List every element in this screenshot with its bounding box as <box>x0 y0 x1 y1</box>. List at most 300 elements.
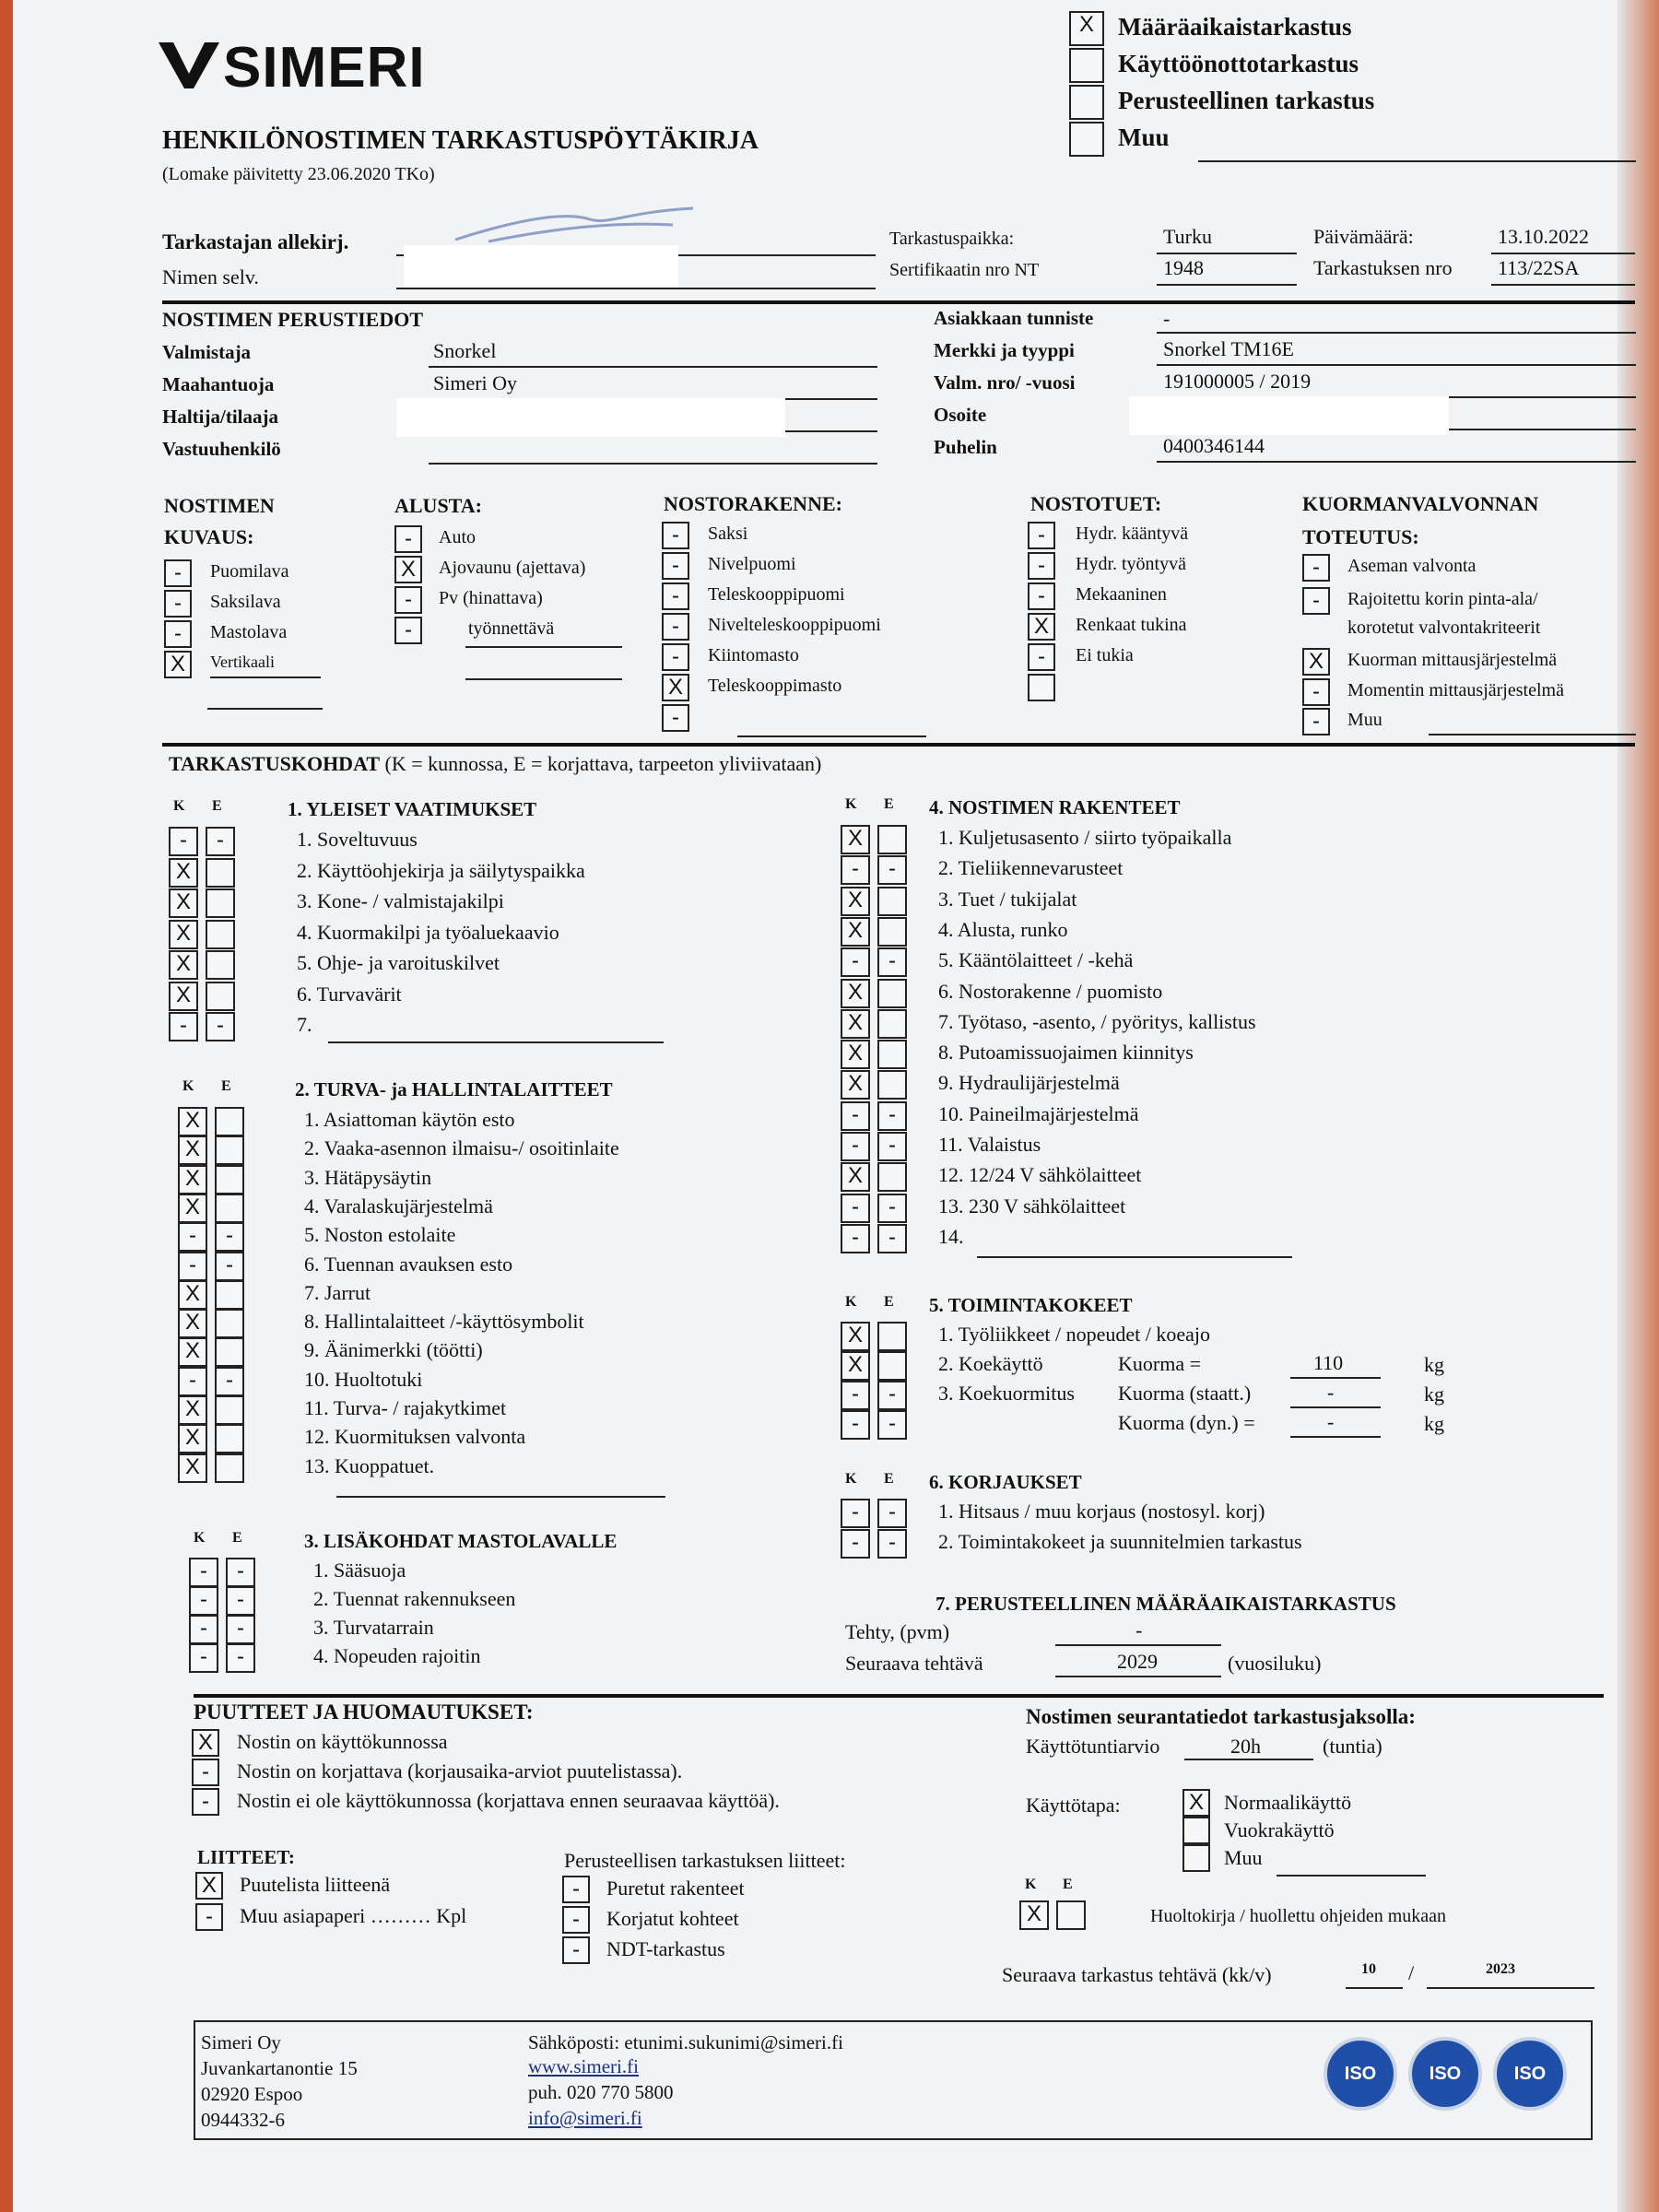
s5-k-checkbox[interactable]: - <box>841 1381 870 1410</box>
s2-k-checkbox[interactable]: X <box>178 1107 207 1136</box>
footer-company: Simeri Oy <box>201 2031 281 2053</box>
desc-label: Mastolava <box>210 622 288 642</box>
inspection-type-checkbox[interactable] <box>1069 85 1104 120</box>
s2-item13-line <box>336 1496 665 1498</box>
service-label: Huoltokirja / huollettu ohjeiden mukaan <box>1150 1906 1447 1926</box>
desc-checkbox[interactable]: - <box>164 620 192 648</box>
iso-cert-badge: ISO <box>1324 2037 1397 2111</box>
s3-item-label: 1. Sääsuoja <box>313 1559 406 1582</box>
manufacturer-label: Valmistaja <box>162 341 252 363</box>
signature-label: Tarkastajan allekirj. <box>162 230 349 253</box>
hours-line <box>1184 1759 1313 1760</box>
chassis-heading: ALUSTA: <box>394 494 482 517</box>
chassis-label: työnnettävä <box>468 618 555 639</box>
redacted-address <box>1129 396 1449 435</box>
s4-item-label: 4. Alusta, runko <box>938 917 1068 941</box>
s1-e-checkbox[interactable] <box>206 950 235 980</box>
desc-checkbox[interactable]: X <box>164 651 192 678</box>
chassis-checkbox[interactable]: X <box>394 556 422 583</box>
s2-k-checkbox[interactable]: - <box>178 1252 207 1281</box>
s4-item-label: 13. 230 V sähkölaitteet <box>938 1194 1126 1218</box>
s5-load-label: Kuorma (staatt.) <box>1118 1382 1252 1405</box>
mode-label-item: Vuokrakäyttö <box>1224 1818 1335 1841</box>
s2-e-checkbox[interactable] <box>215 1280 244 1310</box>
iso-cert-badge: ISO <box>1408 2037 1482 2111</box>
next-insp-month: 10 <box>1361 1961 1376 1977</box>
name-line <box>396 288 876 289</box>
s4-item-label: 10. Paineilmajärjestelmä <box>938 1101 1139 1125</box>
load-label-2: korotetut valvontakriteerit <box>1347 618 1541 638</box>
s3-item-label: 2. Tuennat rakennukseen <box>313 1587 516 1610</box>
s2-col-k: K <box>182 1078 194 1094</box>
s4-item14-line <box>977 1256 1292 1258</box>
s5-col-k: K <box>845 1294 857 1310</box>
s4-col-e: E <box>884 796 894 812</box>
s7-next-value: 2029 <box>1117 1650 1158 1673</box>
s3-k-checkbox[interactable]: - <box>189 1615 218 1644</box>
defects-checkbox[interactable]: - <box>192 1788 219 1816</box>
footer-phone: puh. 020 770 5800 <box>528 2081 674 2103</box>
s6-item-label: 2. Toimintakokeet ja suunnitelmien tarkastus <box>938 1530 1302 1553</box>
inspection-type-checkbox[interactable]: X <box>1069 11 1104 46</box>
s2-item-label: 2. Vaaka-asennon ilmaisu-/ osoitinlaite <box>304 1136 619 1160</box>
s3-item-label: 3. Turvatarrain <box>313 1616 434 1639</box>
next-insp-sep: / <box>1408 1961 1415 1984</box>
s5-k-checkbox[interactable]: - <box>841 1410 870 1440</box>
s1-k-checkbox[interactable]: X <box>169 920 198 949</box>
s2-k-checkbox[interactable]: - <box>178 1222 207 1252</box>
load-label: Muu <box>1347 710 1382 730</box>
hours-unit: (tuntia) <box>1323 1735 1382 1758</box>
mode-label-item: Muu <box>1224 1846 1263 1869</box>
structure-label: Saksi <box>708 524 748 544</box>
supports-label: Ei tukia <box>1076 645 1134 665</box>
thorough-checkbox[interactable]: - <box>562 1936 590 1964</box>
s4-k-checkbox[interactable]: X <box>841 1162 870 1192</box>
s7-next-line <box>1055 1676 1221 1677</box>
s5-col-e: E <box>884 1294 894 1310</box>
structure-checkbox[interactable]: - <box>662 613 689 641</box>
s4-k-checkbox[interactable]: X <box>841 825 870 854</box>
divider-defects <box>194 1694 1604 1698</box>
model-line <box>1157 364 1636 366</box>
s4-e-checkbox[interactable] <box>877 979 907 1008</box>
s4-e-checkbox[interactable] <box>877 1040 907 1069</box>
s2-e-checkbox[interactable] <box>215 1337 244 1367</box>
defects-label: Nostin ei ole käyttökunnossa (korjattava ennen seuraavaa käyttöä). <box>237 1789 780 1812</box>
s3-e-checkbox[interactable]: - <box>226 1615 255 1644</box>
s2-k-checkbox[interactable]: - <box>178 1367 207 1396</box>
s1-e-checkbox[interactable] <box>206 920 235 949</box>
chassis-other-line <box>465 678 622 680</box>
mode-other-line <box>1277 1875 1426 1877</box>
s4-item-label: 6. Nostorakenne / puomisto <box>938 979 1163 1003</box>
s2-e-checkbox[interactable] <box>215 1309 244 1338</box>
s1-item7-line <box>328 1041 664 1043</box>
s4-e-checkbox[interactable]: - <box>877 855 907 885</box>
s4-k-checkbox[interactable]: - <box>841 1224 870 1253</box>
load-checkbox[interactable]: - <box>1302 554 1330 582</box>
supports-checkbox[interactable]: - <box>1028 552 1055 580</box>
s1-e-checkbox[interactable]: - <box>206 1012 235 1041</box>
s7-next-label: Seuraava tehtävä <box>845 1652 983 1675</box>
inspection-type-label: Käyttöönottotarkastus <box>1118 50 1359 77</box>
s4-e-checkbox[interactable]: - <box>877 1194 907 1223</box>
s3-k-checkbox[interactable]: - <box>189 1586 218 1616</box>
structure-checkbox[interactable]: - <box>662 643 689 671</box>
supports-checkbox[interactable]: X <box>1028 613 1055 641</box>
s4-e-checkbox[interactable] <box>877 1162 907 1192</box>
s4-k-checkbox[interactable]: - <box>841 1101 870 1131</box>
thorough-heading: Perusteellisen tarkastuksen liitteet: <box>564 1849 846 1872</box>
supports-checkbox[interactable]: - <box>1028 643 1055 671</box>
insp-no-line <box>1491 284 1635 286</box>
s4-item-label: 11. Valaistus <box>938 1133 1041 1156</box>
s2-e-checkbox[interactable]: - <box>215 1367 244 1396</box>
s3-col-e: E <box>232 1530 242 1546</box>
s2-k-checkbox[interactable]: X <box>178 1337 207 1367</box>
supports-checkbox[interactable]: - <box>1028 522 1055 549</box>
load-label: Momentin mittausjärjestelmä <box>1347 680 1564 700</box>
s5-k-checkbox[interactable]: X <box>841 1322 870 1351</box>
chassis-checkbox[interactable]: - <box>394 617 422 644</box>
s2-k-checkbox[interactable]: X <box>178 1395 207 1425</box>
owner-label: Haltija/tilaaja <box>162 406 278 428</box>
attachments-heading: LIITTEET: <box>197 1846 295 1868</box>
s5-load-line <box>1290 1436 1381 1438</box>
load-heading-1: KUORMANVALVONNAN <box>1302 492 1539 515</box>
s2-item-label: 4. Varalaskujärjestelmä <box>304 1194 493 1218</box>
s5-heading: 5. TOIMINTAKOKEET <box>929 1294 1133 1316</box>
footer-zip: 02920 Espoo <box>201 2083 303 2105</box>
s4-item-label: 2. Tieliikennevarusteet <box>938 856 1124 880</box>
form-title: HENKILÖNOSTIMEN TARKASTUSPÖYTÄKIRJA <box>162 126 759 155</box>
footer-id: 0944332-6 <box>201 2109 285 2131</box>
defects-label: Nostin on käyttökunnossa <box>237 1730 448 1753</box>
structure-label: Nivelpuomi <box>708 554 796 574</box>
cert-value: 1948 <box>1163 256 1204 279</box>
s4-e-checkbox[interactable] <box>877 825 907 854</box>
logo-text: SIMERI <box>223 36 426 100</box>
footer-street: Juvankartanontie 15 <box>201 2057 358 2079</box>
serial-value: 191000005 / 2019 <box>1163 370 1312 393</box>
phone-value: 0400346144 <box>1163 434 1265 457</box>
insp-no-label: Tarkastuksen nro <box>1313 256 1453 279</box>
s2-col-e: E <box>221 1078 231 1094</box>
s2-item-label: 7. Jarrut <box>304 1280 371 1304</box>
s1-e-checkbox[interactable] <box>206 982 235 1011</box>
insp-no-value: 113/22SA <box>1498 256 1580 279</box>
s4-k-checkbox[interactable]: X <box>841 917 870 947</box>
s5-e-checkbox[interactable]: - <box>877 1381 907 1410</box>
model-value: Snorkel TM16E <box>1163 337 1294 360</box>
responsible-line <box>429 463 877 465</box>
mode-checkbox[interactable] <box>1182 1817 1210 1844</box>
load-checkbox[interactable]: - <box>1302 587 1330 615</box>
inspection-type-checkbox[interactable] <box>1069 48 1104 83</box>
place-value: Turku <box>1163 225 1212 248</box>
load-heading-2: TOTEUTUS: <box>1302 525 1419 548</box>
supports-checkbox[interactable]: - <box>1028 582 1055 610</box>
importer-label: Maahantuoja <box>162 373 275 395</box>
s1-item-label: 1. Soveltuvuus <box>297 828 418 851</box>
service-k-checkbox[interactable]: X <box>1019 1900 1049 1930</box>
s4-k-checkbox[interactable]: X <box>841 979 870 1008</box>
responsible-label: Vastuuhenkilö <box>162 438 281 460</box>
s5-load-value: - <box>1327 1410 1335 1433</box>
divider-points <box>162 743 1635 747</box>
chassis-tyonnettava-line <box>465 646 622 648</box>
s3-k-checkbox[interactable]: - <box>189 1643 218 1673</box>
desc-checkbox[interactable]: - <box>164 559 192 587</box>
supports-label: Hydr. työntyvä <box>1076 554 1186 574</box>
s4-k-checkbox[interactable]: - <box>841 947 870 977</box>
s1-e-checkbox[interactable] <box>206 858 235 888</box>
s1-k-checkbox[interactable]: X <box>169 888 198 918</box>
s5-load-value: 110 <box>1313 1351 1344 1374</box>
structure-checkbox[interactable]: - <box>662 552 689 580</box>
desc-label: Vertikaali <box>210 653 275 671</box>
defects-checkbox[interactable]: X <box>192 1729 219 1757</box>
mode-checkbox[interactable]: X <box>1182 1789 1210 1817</box>
s1-item-label: 4. Kuormakilpi ja työaluekaavio <box>297 920 559 944</box>
footer-email: Sähköposti: etunimi.sukunimi@simeri.fi <box>528 2031 843 2053</box>
s4-e-checkbox[interactable]: - <box>877 1132 907 1161</box>
s1-col-e: E <box>212 798 222 814</box>
s4-e-checkbox[interactable] <box>877 1070 907 1100</box>
defects-heading: PUUTTEET JA HUOMAUTUKSET: <box>194 1700 534 1724</box>
chassis-checkbox[interactable]: - <box>394 586 422 614</box>
s4-e-checkbox[interactable] <box>877 887 907 916</box>
s3-e-checkbox[interactable]: - <box>226 1643 255 1673</box>
s2-item-label: 1. Asiattoman käytön esto <box>304 1108 515 1131</box>
s2-k-checkbox[interactable]: X <box>178 1280 207 1310</box>
s4-k-checkbox[interactable]: - <box>841 855 870 885</box>
footer-info-link[interactable]: info@simeri.fi <box>528 2107 642 2129</box>
place-line <box>1157 253 1297 254</box>
structure-checkbox[interactable]: - <box>662 582 689 610</box>
supports-label: Mekaaninen <box>1076 584 1167 605</box>
s2-e-checkbox[interactable]: - <box>215 1252 244 1281</box>
simeri-v-icon <box>159 41 219 90</box>
s3-col-k: K <box>194 1530 206 1546</box>
s2-item-label: 9. Äänimerkki (töötti) <box>304 1338 483 1362</box>
s4-e-checkbox[interactable]: - <box>877 1101 907 1131</box>
s3-e-checkbox[interactable]: - <box>226 1586 255 1616</box>
s1-item-label: 2. Käyttöohjekirja ja säilytyspaikka <box>297 858 585 882</box>
mode-checkbox[interactable] <box>1182 1844 1210 1872</box>
s5-e-checkbox[interactable]: - <box>877 1410 907 1440</box>
footer-web-link[interactable]: www.simeri.fi <box>528 2055 639 2077</box>
phone-label: Puhelin <box>934 436 997 458</box>
s1-item-label: 3. Kone- / valmistajakilpi <box>297 889 504 912</box>
s1-k-checkbox[interactable]: X <box>169 858 198 888</box>
s7-next-unit: (vuosiluku) <box>1228 1652 1322 1675</box>
attachments-checkbox[interactable]: - <box>195 1903 223 1931</box>
s1-e-checkbox[interactable]: - <box>206 827 235 856</box>
s6-k-checkbox[interactable]: - <box>841 1529 870 1559</box>
s2-e-checkbox[interactable]: - <box>215 1222 244 1252</box>
s2-k-checkbox[interactable]: X <box>178 1453 207 1483</box>
desc-vertikaali-line <box>210 677 321 678</box>
desc-label: Puomilava <box>210 561 289 582</box>
s1-k-checkbox[interactable]: - <box>169 827 198 856</box>
s1-k-checkbox[interactable]: X <box>169 950 198 980</box>
s4-item-label: 7. Työtaso, -asento, / pyöritys, kallistus <box>938 1009 1256 1033</box>
s2-k-checkbox[interactable]: X <box>178 1135 207 1165</box>
s2-e-checkbox[interactable] <box>215 1165 244 1194</box>
customer_id-line <box>1157 332 1636 334</box>
serial-label: Valm. nro/ -vuosi <box>934 371 1076 394</box>
service-e-checkbox[interactable] <box>1056 1900 1086 1930</box>
s4-k-checkbox[interactable]: X <box>841 1070 870 1100</box>
structure-label: Teleskooppipuomi <box>708 584 845 605</box>
s2-k-checkbox[interactable]: X <box>178 1165 207 1194</box>
manufacturer-value: Snorkel <box>433 339 497 362</box>
model-label: Merkki ja tyyppi <box>934 339 1075 361</box>
s5-item-label: 2. Koekäyttö <box>938 1352 1043 1375</box>
s1-col-k: K <box>173 798 185 814</box>
chassis-label: Ajovaunu (ajettava) <box>439 558 586 578</box>
load-label: Kuorman mittausjärjestelmä <box>1347 650 1558 670</box>
thorough-checkbox[interactable]: - <box>562 1906 590 1934</box>
s1-e-checkbox[interactable] <box>206 888 235 918</box>
chassis-label: Auto <box>439 527 476 547</box>
s4-item-label: 14. <box>938 1224 964 1248</box>
s6-e-checkbox[interactable]: - <box>877 1499 907 1528</box>
hours-label: Käyttötuntiarvio <box>1026 1735 1160 1758</box>
structure-checkbox[interactable]: - <box>662 522 689 549</box>
s1-k-checkbox[interactable]: - <box>169 1012 198 1041</box>
s4-item-label: 3. Tuet / tukijalat <box>938 887 1077 911</box>
s5-load-line <box>1290 1377 1381 1379</box>
s6-item-label: 1. Hitsaus / muu korjaus (nostosyl. korj) <box>938 1500 1265 1523</box>
points-heading-bold: TARKASTUSKOHDAT <box>169 752 381 775</box>
name-label: Nimen selv. <box>162 265 259 288</box>
s2-k-checkbox[interactable]: X <box>178 1309 207 1338</box>
supports-checkbox[interactable] <box>1028 674 1055 701</box>
s2-k-checkbox[interactable]: X <box>178 1194 207 1223</box>
inspection-type-checkbox[interactable] <box>1069 122 1104 157</box>
s2-item-label: 10. Huoltotuki <box>304 1367 423 1391</box>
s3-k-checkbox[interactable]: - <box>189 1558 218 1587</box>
s2-item-label: 5. Noston estolaite <box>304 1223 456 1247</box>
s2-e-checkbox[interactable] <box>215 1453 244 1483</box>
inspection-other-line <box>1198 160 1636 162</box>
s4-k-checkbox[interactable]: X <box>841 887 870 916</box>
desc-label: Saksilava <box>210 592 281 612</box>
s6-col-e: E <box>884 1471 894 1487</box>
s6-e-checkbox[interactable]: - <box>877 1529 907 1559</box>
s1-item-label: 6. Turvavärit <box>297 982 402 1006</box>
s5-unit: kg <box>1424 1412 1444 1435</box>
load-checkbox[interactable]: - <box>1302 708 1330 735</box>
s4-k-checkbox[interactable]: - <box>841 1132 870 1161</box>
s5-e-checkbox[interactable] <box>877 1322 907 1351</box>
s4-item-label: 1. Kuljetusasento / siirto työpaikalla <box>938 826 1232 849</box>
hours-value: 20h <box>1230 1735 1261 1758</box>
s4-e-checkbox[interactable] <box>877 917 907 947</box>
s2-k-checkbox[interactable]: X <box>178 1424 207 1453</box>
thorough-label: Puretut rakenteet <box>606 1877 745 1900</box>
divider-top <box>162 300 1635 304</box>
s4-k-checkbox[interactable]: X <box>841 1009 870 1039</box>
next-insp-label: Seuraava tarkastus tehtävä (kk/v) <box>1002 1963 1272 1986</box>
place-label: Tarkastuspaikka: <box>889 229 1015 249</box>
attachments-checkbox[interactable]: X <box>195 1872 223 1900</box>
s2-e-checkbox[interactable] <box>215 1135 244 1165</box>
s7-heading: 7. PERUSTEELLINEN MÄÄRÄAIKAISTARKASTUS <box>935 1593 1396 1615</box>
customer-id-value: - <box>1163 307 1171 330</box>
form-updated: (Lomake päivitetty 23.06.2020 TKo) <box>162 164 435 184</box>
s2-e-checkbox[interactable] <box>215 1424 244 1453</box>
desc-checkbox[interactable]: - <box>164 590 192 618</box>
load-checkbox[interactable]: - <box>1302 678 1330 706</box>
next-insp-year-line <box>1427 1987 1594 1989</box>
chassis-checkbox[interactable]: - <box>394 525 422 553</box>
load-other-line <box>1429 734 1636 735</box>
basic-heading: NOSTIMEN PERUSTIEDOT <box>162 308 424 331</box>
cert-line <box>1157 284 1297 286</box>
s2-e-checkbox[interactable] <box>215 1194 244 1223</box>
mode-label-item: Normaalikäyttö <box>1224 1791 1352 1814</box>
s4-e-checkbox[interactable] <box>877 1009 907 1039</box>
points-heading <box>169 752 821 776</box>
redacted-owner <box>396 398 785 437</box>
defects-label: Nostin on korjattava (korjausaika-arviot puutelistassa). <box>237 1759 683 1783</box>
s7-done-value: - <box>1135 1618 1143 1641</box>
s4-item-label: 8. Putoamissuojaimen kiinnitys <box>938 1041 1194 1065</box>
structure-label: Nivelteleskooppipuomi <box>708 615 881 635</box>
iso-cert-badge: ISO <box>1493 2037 1567 2111</box>
structure-checkbox[interactable]: X <box>662 674 689 701</box>
thorough-checkbox[interactable]: - <box>562 1876 590 1903</box>
s4-k-checkbox[interactable]: - <box>841 1194 870 1223</box>
s1-heading: 1. YLEISET VAATIMUKSET <box>288 798 537 820</box>
s2-e-checkbox[interactable] <box>215 1395 244 1425</box>
supports-label: Hydr. kääntyvä <box>1076 524 1189 544</box>
signature-icon <box>452 205 700 247</box>
chassis-label: Pv (hinattava) <box>439 588 543 608</box>
s4-e-checkbox[interactable]: - <box>877 1224 907 1253</box>
inspection-type-label: Määräaikaistarkastus <box>1118 13 1352 41</box>
s5-k-checkbox[interactable]: X <box>841 1351 870 1381</box>
s1-k-checkbox[interactable]: X <box>169 982 198 1011</box>
load-checkbox[interactable]: X <box>1302 648 1330 676</box>
desc-heading-2: KUVAUS: <box>164 525 254 548</box>
s2-e-checkbox[interactable] <box>215 1107 244 1136</box>
simeri-logo <box>159 35 426 100</box>
next-insp-year: 2023 <box>1486 1961 1515 1977</box>
structure-label: Teleskooppimasto <box>708 676 842 696</box>
s5-item-label: 3. Koekuormitus <box>938 1382 1075 1405</box>
s3-e-checkbox[interactable]: - <box>226 1558 255 1587</box>
defects-checkbox[interactable]: - <box>192 1759 219 1786</box>
address-label: Osoite <box>934 404 987 426</box>
customer_id-label: Asiakkaan tunniste <box>934 307 1094 329</box>
s4-e-checkbox[interactable]: - <box>877 947 907 977</box>
s1-item-label: 5. Ohje- ja varoituskilvet <box>297 951 500 974</box>
s4-item-label: 9. Hydraulijärjestelmä <box>938 1071 1120 1095</box>
s4-k-checkbox[interactable]: X <box>841 1040 870 1069</box>
desc-heading-1: NOSTIMEN <box>164 494 275 517</box>
s6-k-checkbox[interactable]: - <box>841 1499 870 1528</box>
s5-load-label: Kuorma = <box>1118 1352 1201 1375</box>
load-label: Rajoitettu korin pinta-ala/ <box>1347 589 1538 609</box>
s5-e-checkbox[interactable] <box>877 1351 907 1381</box>
s2-item-label: 3. Hätäpysäytin <box>304 1165 432 1189</box>
structure-checkbox[interactable]: - <box>662 704 689 732</box>
